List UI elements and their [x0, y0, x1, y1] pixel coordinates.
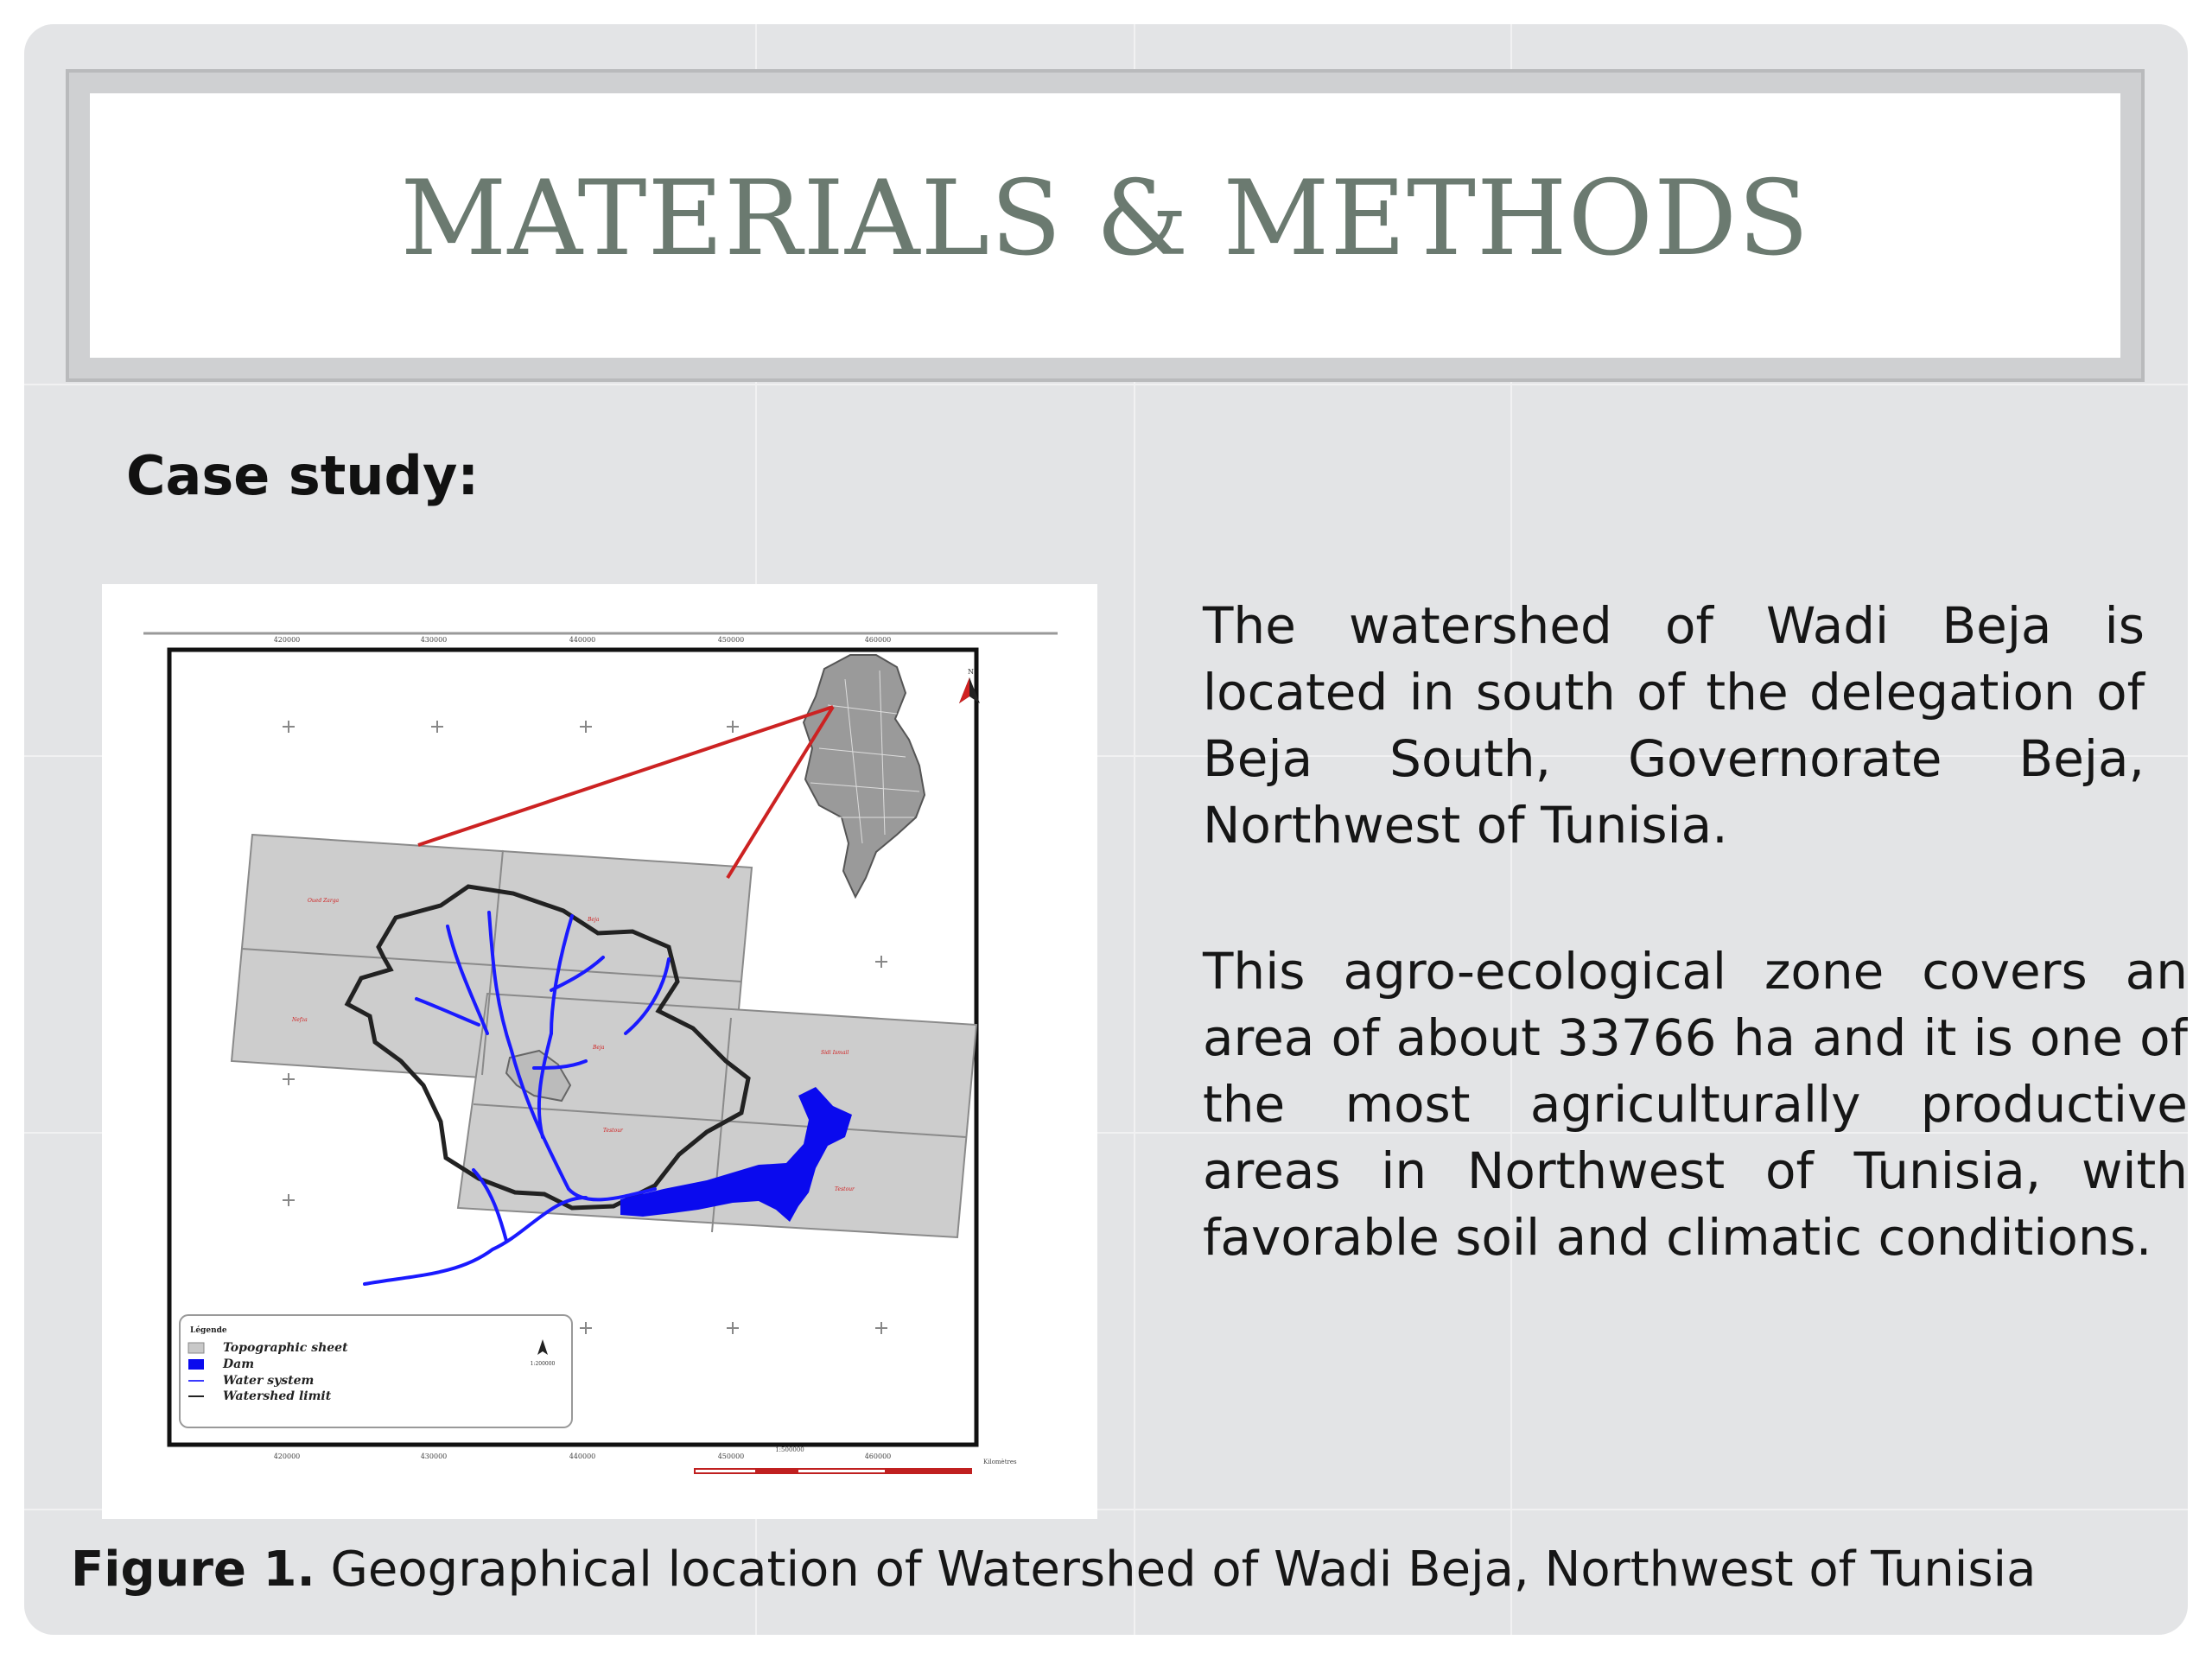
description-paragraph: This agro-ecological zone covers an area of about 33766 ha and it is one of the most agriculturally productive areas in Northwest of Tunisia, with favorable soil and climatic conditions.: [1203, 942, 2188, 1267]
caption-label: Figure 1.: [71, 1541, 315, 1598]
tick-label: 430000: [420, 1452, 448, 1460]
watershed-map: [102, 584, 1097, 1519]
figure-caption: [71, 1541, 2036, 1598]
tick-label: 450000: [717, 636, 745, 644]
sheet-label: Testour: [603, 1128, 623, 1134]
sheet-label: Testour: [835, 1186, 855, 1192]
legend-label: Watershed limit: [223, 1389, 332, 1403]
tick-label: 430000: [420, 636, 448, 644]
scale-unit: Kilomètres: [983, 1459, 1017, 1465]
legend-scale-ratio: 1:200000: [530, 1361, 556, 1367]
section-heading: Case study:: [126, 444, 480, 507]
legend-label: Water system: [223, 1374, 315, 1388]
bottom-axis-ticks: [274, 1452, 892, 1460]
tick-label: 440000: [569, 1452, 596, 1460]
background-gridline: [24, 384, 2188, 385]
tick-label: 450000: [717, 1452, 745, 1460]
map-legend: [180, 1315, 572, 1427]
sheet-label: Nefza: [292, 1017, 308, 1023]
top-axis-ticks: [274, 636, 892, 644]
location-map-figure: [102, 584, 1097, 1519]
slide-title: MATERIALS & METHODS: [400, 159, 1810, 279]
legend-swatch: [188, 1343, 204, 1353]
tick-label: 420000: [273, 1452, 301, 1460]
scale-label: 1:500000: [775, 1446, 804, 1453]
legend-swatch: [188, 1359, 204, 1370]
legend-label: Topographic sheet: [223, 1341, 348, 1355]
tick-label: 460000: [864, 1452, 892, 1460]
sheet-label: Oued Zarga: [308, 898, 340, 904]
legend-title: Légende: [190, 1326, 227, 1335]
description-paragraph: The watershed of Wadi Beja is located in south of the delegation of Beja South, Governorate Beja, Northwest of Tunisia.: [1203, 596, 2145, 855]
sheet-label: Sidi Ismail: [821, 1050, 849, 1056]
legend-label: Dam: [223, 1357, 255, 1371]
title-box: [90, 93, 2120, 358]
tick-label: 460000: [864, 636, 892, 644]
sheet-label: Beja: [588, 917, 600, 923]
sheet-label: Beja: [593, 1045, 605, 1051]
tick-label: 440000: [569, 636, 596, 644]
slide: [24, 24, 2188, 1635]
title-frame: [66, 69, 2145, 382]
caption-text: Geographical location of Watershed of Wadi Beja, Northwest of Tunisia: [315, 1541, 2037, 1598]
svg-text:N: N: [968, 668, 974, 676]
tick-label: 420000: [273, 636, 301, 644]
